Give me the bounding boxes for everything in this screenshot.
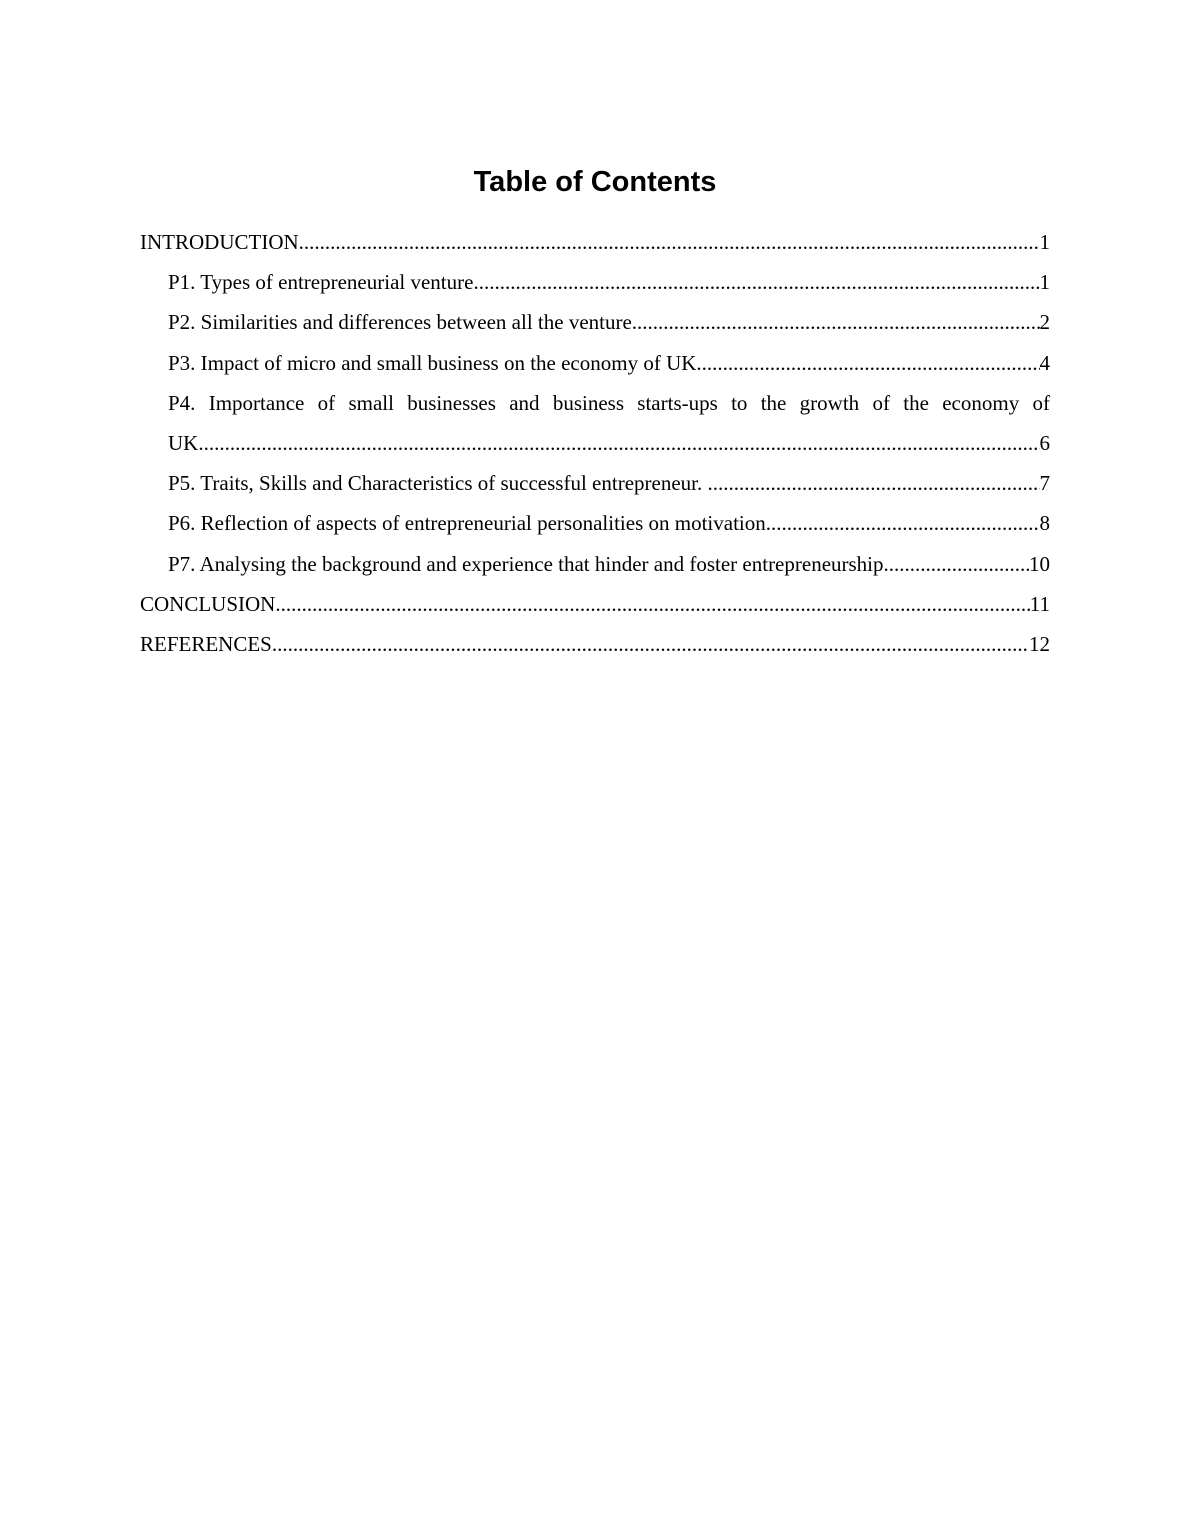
toc-dot-leader <box>632 302 1040 342</box>
toc-page-number: 1 <box>1039 230 1050 254</box>
toc-entry-label: P2. Similarities and differences between all the venture <box>168 310 632 335</box>
toc-page-number: 11 <box>1029 591 1050 616</box>
toc-page-number: 6 <box>1039 431 1050 456</box>
toc-page-number: 1 <box>1039 270 1050 295</box>
table-of-contents <box>140 222 1050 664</box>
toc-entry-label: CONCLUSION <box>140 591 276 616</box>
toc-title: Table of Contents <box>473 166 717 198</box>
toc-dot-leader <box>766 503 1040 543</box>
toc-page-number: 4 <box>1039 350 1050 375</box>
toc-page-number: 10 <box>1029 551 1050 576</box>
toc-entry-p2[interactable] <box>140 302 1050 342</box>
toc-dot-leader <box>473 262 1039 302</box>
toc-entry-label-line2-row <box>168 423 1050 463</box>
toc-page-number: 8 <box>1039 511 1050 536</box>
toc-entry-p7[interactable] <box>140 544 1050 584</box>
toc-page-number: 2 <box>1039 310 1050 335</box>
toc-entry-label: REFERENCES <box>140 632 272 657</box>
toc-dot-leader <box>708 463 1040 503</box>
toc-dot-leader <box>696 343 1039 383</box>
toc-dot-leader <box>275 584 1029 624</box>
toc-entry-introduction[interactable] <box>140 222 1050 262</box>
toc-entry-label: P1. Types of entrepreneurial venture <box>168 270 474 295</box>
toc-entry-label-line1: P4. Importance of small businesses and business starts-ups to the growth of the economy of <box>168 390 1050 415</box>
toc-dot-leader <box>272 624 1029 664</box>
toc-dot-leader <box>299 222 1040 262</box>
toc-entry-references[interactable] <box>140 624 1050 664</box>
toc-page-number: 12 <box>1029 632 1050 657</box>
toc-entry-p5[interactable] <box>140 463 1050 503</box>
toc-entry-label-line2: UK <box>168 431 199 456</box>
toc-entry-conclusion[interactable] <box>140 584 1050 624</box>
toc-dot-leader <box>198 423 1039 463</box>
toc-entry-p4[interactable] <box>140 383 1050 463</box>
toc-entry-p6[interactable] <box>140 503 1050 543</box>
toc-entry-label: INTRODUCTION <box>140 230 299 254</box>
toc-entry-p1[interactable] <box>140 262 1050 302</box>
toc-page-number: 7 <box>1039 471 1050 496</box>
toc-entry-label: P3. Impact of micro and small business on the economy of UK <box>168 350 697 375</box>
toc-entry-p3[interactable] <box>140 343 1050 383</box>
toc-entry-label: P5. Traits, Skills and Characteristics of successful entrepreneur. <box>168 471 708 496</box>
toc-entry-label: P6. Reflection of aspects of entrepreneurial personalities on motivation <box>168 511 766 536</box>
toc-entry-label: P7. Analysing the background and experience that hinder and foster entrepreneurship <box>168 551 884 576</box>
toc-dot-leader <box>884 544 1029 584</box>
